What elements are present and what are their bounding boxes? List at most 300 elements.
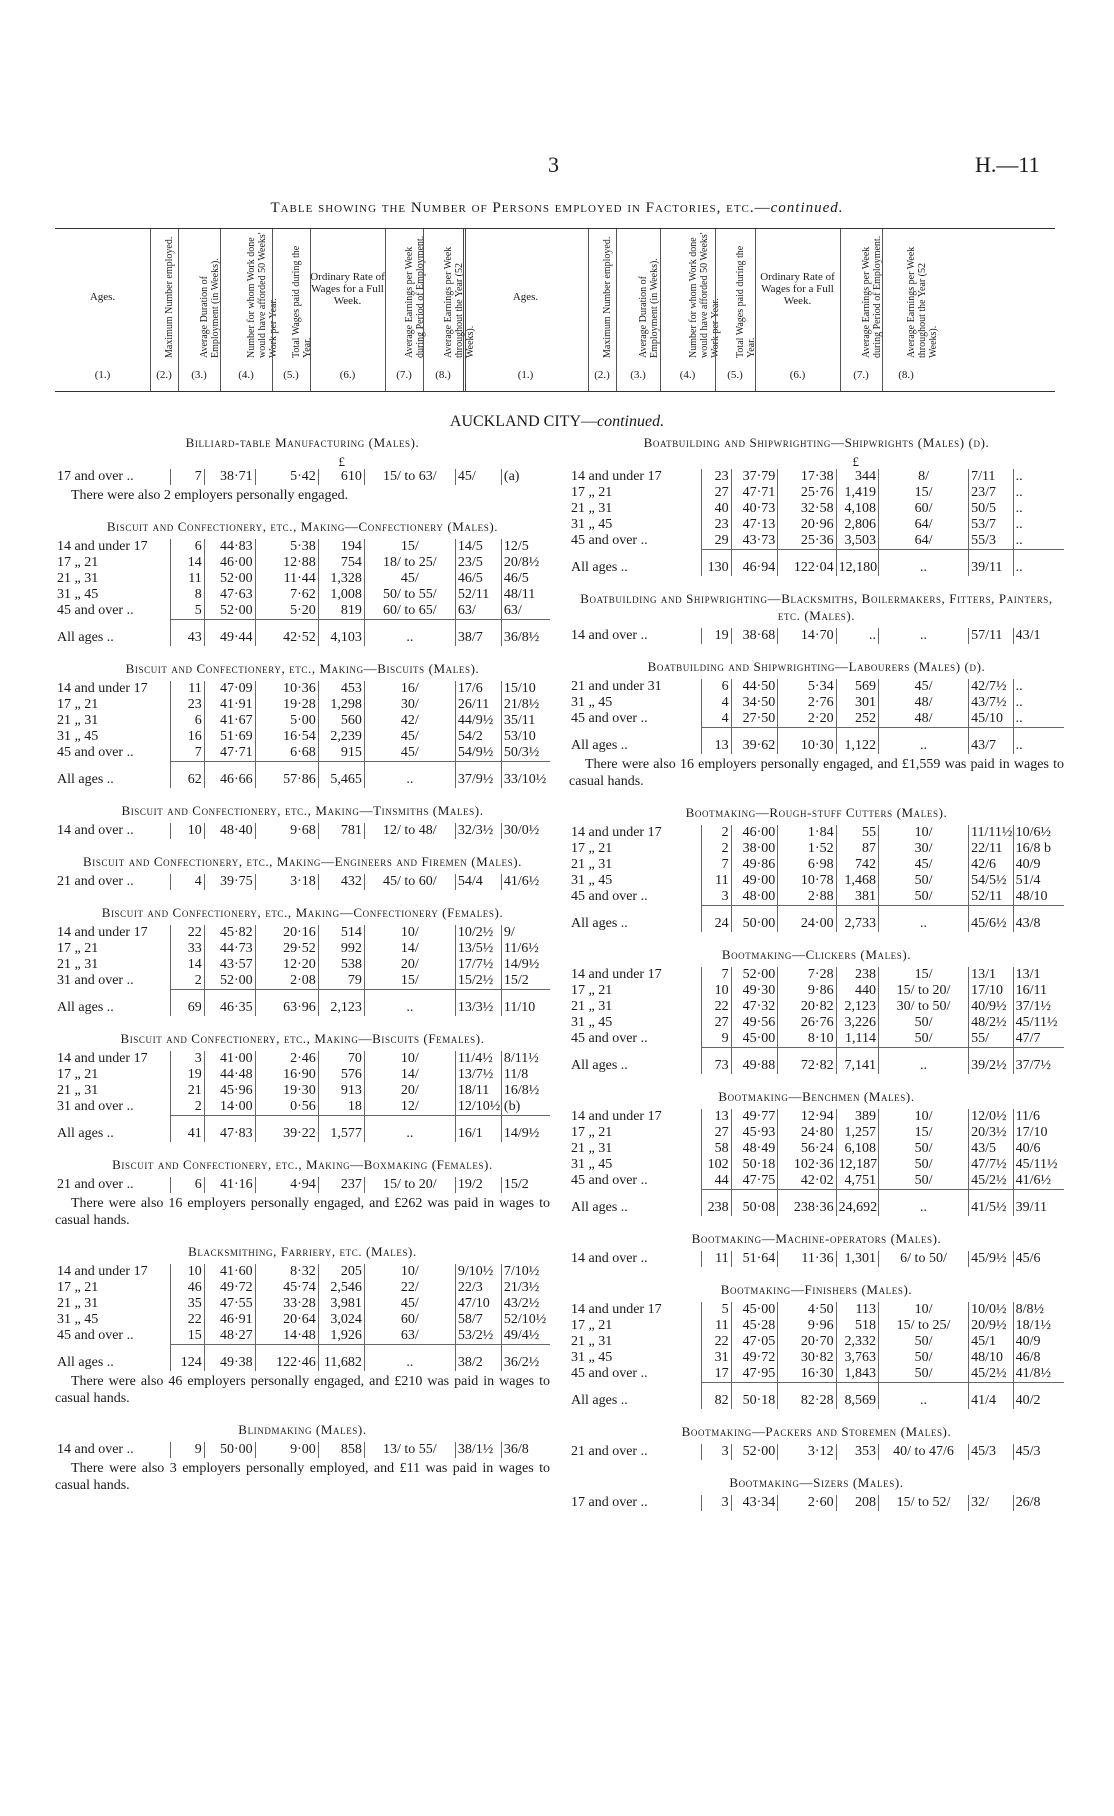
ordinary-rate-cell: 50/ [878,1015,968,1031]
ordinary-rate-cell: .. [878,1383,968,1410]
col-header-ages-right: Ages. [512,291,539,303]
ordinary-rate-cell: 50/ [878,1366,968,1383]
table-row [569,889,1064,906]
avg-duration-cell: 38·00 [731,841,778,857]
work-50-weeks-cell: 3·18 [255,874,318,890]
total-wages-cell: 194 [318,539,364,555]
section-note: There were also 16 employers personally engaged, and £1,559 was paid in wages to casual hands. [569,757,1064,789]
avg-earnings-year-cell: 43/8 [1013,906,1064,933]
ages-cell: 21 and over .. [57,874,134,889]
avg-duration-cell: 47·83 [204,1116,255,1143]
table-row [569,1141,1064,1157]
col-number-2-left: (2.) [156,369,172,381]
avg-earnings-period-cell: 13/7½ [455,1067,501,1083]
max-number-cell: 22 [701,1334,731,1350]
work-50-weeks-cell: 11·44 [255,571,318,587]
ordinary-rate-cell: .. [878,550,968,577]
work-50-weeks-cell: 56·24 [778,1141,836,1157]
max-number-cell: 62 [170,762,204,789]
work-50-weeks-cell: 9·96 [778,1318,836,1334]
table-row [569,533,1064,550]
work-50-weeks-cell: 42·52 [255,620,318,647]
avg-earnings-period-cell: 54/5½ [969,873,1014,889]
table-row [569,1125,1064,1141]
avg-earnings-year-cell: .. [1013,679,1064,695]
avg-earnings-period-cell: 13/3½ [455,990,501,1017]
max-number-cell: 24 [701,906,731,933]
avg-duration-cell: 27·50 [731,711,778,728]
ages-cell: 17 „ 21 [571,983,613,998]
city-heading-main: AUCKLAND CITY— [449,413,597,430]
ordinary-rate-cell: 6/ to 50/ [878,1251,968,1267]
work-50-weeks-cell: 4·94 [255,1177,318,1193]
total-wages-cell: .. [836,628,878,644]
ordinary-rate-cell: 20/ [364,1083,455,1099]
avg-earnings-period-cell: 12/0½ [969,1109,1014,1125]
max-number-cell: 130 [701,550,731,577]
ages-cell: 21 „ 31 [57,957,99,972]
total-wages-cell: 754 [318,555,364,571]
ages-cell: 14 and over .. [57,1442,134,1457]
max-number-cell: 69 [170,990,204,1017]
ordinary-rate-cell: .. [364,762,455,789]
total-wages-cell: 4,103 [318,620,364,647]
max-number-cell: 7 [701,857,731,873]
avg-earnings-year-cell: .. [1013,711,1064,728]
avg-earnings-period-cell: 54/4 [455,874,501,890]
ordinary-rate-cell: 15/ to 25/ [878,1318,968,1334]
avg-earnings-year-cell: 37/1½ [1013,999,1064,1015]
total-wages-cell: 1,298 [318,697,364,713]
total-wages-cell: 1,843 [836,1366,878,1383]
ordinary-rate-cell: 8/ [878,469,968,485]
max-number-cell: 11 [701,873,731,889]
avg-earnings-year-cell: 46/8 [1013,1350,1064,1366]
total-wages-cell: 560 [318,713,364,729]
col-number-6-left: (6.) [339,369,356,381]
work-50-weeks-cell: 11·36 [778,1251,836,1267]
avg-earnings-year-cell: .. [1013,550,1064,577]
max-number-cell: 9 [170,1442,204,1458]
avg-earnings-year-cell: .. [1013,695,1064,711]
total-wages-cell: 3,763 [836,1350,878,1366]
table-row [55,1296,550,1312]
max-number-cell: 2 [170,973,204,990]
avg-duration-cell: 41·60 [204,1264,255,1280]
work-50-weeks-cell: 0·56 [255,1099,318,1116]
work-50-weeks-cell: 9·86 [778,983,836,999]
max-number-cell: 7 [170,469,204,485]
work-50-weeks-cell: 33·28 [255,1296,318,1312]
avg-earnings-year-cell: 35/11 [501,713,550,729]
table-row [569,1366,1064,1383]
avg-earnings-period-cell: 39/11 [969,550,1014,577]
avg-earnings-period-cell: 22/3 [455,1280,501,1296]
work-50-weeks-cell: 122·04 [778,550,836,577]
work-50-weeks-cell: 5·38 [255,539,318,555]
ages-cell: 31 „ 45 [571,1350,613,1365]
total-wages-cell: 1,301 [836,1251,878,1267]
total-wages-cell: 569 [836,679,878,695]
ordinary-rate-cell: 15/ [878,1125,968,1141]
max-number-cell: 2 [170,1099,204,1116]
avg-earnings-period-cell: 20/3½ [969,1125,1014,1141]
total-wages-cell: 70 [318,1051,364,1067]
total-wages-cell: 1,114 [836,1031,878,1048]
avg-duration-cell: 38·68 [731,628,778,644]
avg-earnings-period-cell: 50/5 [969,501,1014,517]
ages-cell: 14 and under 17 [571,825,662,840]
ages-cell: 14 and over .. [57,823,134,838]
avg-earnings-year-cell: 36/8 [501,1442,550,1458]
col-header-ages-left: Ages. [89,291,116,303]
section-title: Billiard-table Manufacturing (Males). [185,435,420,450]
max-number-cell: 3 [701,1444,731,1460]
avg-earnings-period-cell: 48/2½ [969,1015,1014,1031]
avg-duration-cell: 40·73 [731,501,778,517]
col-header-ordinary-rate-right: Ordinary Rate of Wages for a Full Week. [760,271,835,307]
total-wages-cell: 12,180 [836,550,878,577]
max-number-cell: 14 [170,957,204,973]
ages-cell: 14 and under 17 [57,1264,148,1279]
table-row [55,1083,550,1099]
section-title: Bootmaking—Clickers (Males). [721,947,912,962]
section-title: Biscuit and Confectionery, etc., Making—Biscuits (Females). [120,1031,485,1046]
col-header-avg-duration-right: Average Duration of Employment (in Weeks). [638,258,660,358]
ordinary-rate-cell: 40/ to 47/6 [878,1444,968,1460]
avg-earnings-year-cell: 30/0½ [501,823,550,839]
ordinary-rate-cell: 16/ [364,681,455,697]
table-row [569,1334,1064,1350]
avg-earnings-period-cell: 32/3½ [455,823,501,839]
ordinary-rate-cell: 15/ [878,967,968,983]
ordinary-rate-cell: 12/ to 48/ [364,823,455,839]
table-row [569,1444,1064,1460]
avg-earnings-period-cell: 53/2½ [455,1328,501,1345]
max-number-cell: 19 [170,1067,204,1083]
avg-duration-cell: 44·83 [204,539,255,555]
avg-earnings-year-cell: 53/10 [501,729,550,745]
avg-earnings-period-cell: 17/10 [969,983,1014,999]
table-row [55,1312,550,1328]
work-50-weeks-cell: 6·98 [778,857,836,873]
avg-duration-cell: 47·09 [204,681,255,697]
avg-earnings-period-cell: 13/1 [969,967,1014,983]
pound-sign: £ [338,454,345,469]
work-50-weeks-cell: 14·70 [778,628,836,644]
avg-duration-cell: 52·00 [731,1444,778,1460]
avg-earnings-period-cell: 52/11 [455,587,501,603]
max-number-cell: 35 [170,1296,204,1312]
ages-cell: 21 „ 31 [571,501,613,516]
avg-earnings-period-cell: 16/1 [455,1116,501,1143]
avg-earnings-period-cell: 45/10 [969,711,1014,728]
max-number-cell: 23 [170,697,204,713]
work-50-weeks-cell: 12·20 [255,957,318,973]
avg-earnings-period-cell: 57/11 [969,628,1014,644]
section-table [569,1444,1064,1460]
total-wages-cell: 238 [836,967,878,983]
ages-cell: 31 „ 45 [571,695,613,710]
ordinary-rate-cell: 50/ [878,873,968,889]
max-number-cell: 31 [701,1350,731,1366]
table-row [55,823,550,839]
col-header-ordinary-rate-left: Ordinary Rate of Wages for a Full Week. [310,271,385,307]
total-wages-cell: 913 [318,1083,364,1099]
ordinary-rate-cell: 15/ to 52/ [878,1495,968,1511]
total-wages-cell: 432 [318,874,364,890]
avg-earnings-year-cell: 40/2 [1013,1383,1064,1410]
work-50-weeks-cell: 39·22 [255,1116,318,1143]
total-wages-cell: 4,751 [836,1173,878,1190]
ages-cell: All ages .. [571,1392,628,1408]
avg-earnings-year-cell: 11/6 [1013,1109,1064,1125]
ages-cell: 45 and over .. [571,1366,648,1382]
avg-duration-cell: 41·16 [204,1177,255,1193]
ordinary-rate-cell: 10/ [878,1109,968,1125]
avg-earnings-period-cell: 45/3 [969,1444,1014,1460]
avg-earnings-year-cell: 45/11½ [1013,1157,1064,1173]
ordinary-rate-cell: .. [878,906,968,933]
table-title [0,200,1114,217]
avg-earnings-year-cell: 14/9½ [501,957,550,973]
max-number-cell: 40 [701,501,731,517]
avg-earnings-year-cell: 51/4 [1013,873,1064,889]
avg-earnings-period-cell: 7/11 [969,469,1014,485]
max-number-cell: 11 [701,1251,731,1267]
section-title: Biscuit and Confectionery, etc., Making—Confectionery (Females). [101,905,504,920]
avg-earnings-year-cell: 8/11½ [501,1051,550,1067]
work-50-weeks-cell: 1·84 [778,825,836,841]
avg-earnings-period-cell: 52/11 [969,889,1014,906]
table-row [569,873,1064,889]
avg-duration-cell: 34·50 [731,695,778,711]
total-wages-cell: 24,692 [836,1190,878,1217]
max-number-cell: 13 [701,1109,731,1125]
max-number-cell: 17 [701,1366,731,1383]
table-row [55,745,550,762]
ordinary-rate-cell: 45/ [364,1296,455,1312]
table-row [55,1067,550,1083]
ages-cell: 31 „ 45 [57,1312,99,1327]
max-number-cell: 2 [701,825,731,841]
ages-cell: 14 and under 17 [571,967,662,982]
ordinary-rate-cell: 22/ [364,1280,455,1296]
avg-earnings-year-cell: 45/3 [1013,1444,1064,1460]
work-50-weeks-cell: 12·88 [255,555,318,571]
section-title: Bootmaking—Benchmen (Males). [718,1089,915,1104]
col-number-5-right: (5.) [727,369,743,381]
section-table [569,1302,1064,1409]
ages-cell: 17 „ 21 [57,1067,99,1082]
ages-cell: All ages .. [571,915,628,931]
avg-earnings-year-cell: 15/2 [501,1177,550,1193]
avg-earnings-year-cell: 40/6 [1013,1141,1064,1157]
work-50-weeks-cell: 45·74 [255,1280,318,1296]
table-row [55,1264,550,1280]
avg-duration-cell: 47·71 [204,745,255,762]
avg-earnings-year-cell: 7/10½ [501,1264,550,1280]
section-title: Blacksmithing, Farriery, etc. (Males). [188,1244,417,1259]
avg-earnings-year-cell: 49/4½ [501,1328,550,1345]
total-wages-cell: 576 [318,1067,364,1083]
avg-earnings-year-cell: .. [1013,469,1064,485]
avg-duration-cell: 38·71 [204,469,255,485]
col-header-avg-earnings-period-right: Average Earnings per Week during Period of Employment. [861,235,883,358]
avg-earnings-year-cell: 41/6½ [1013,1173,1064,1190]
total-wages-cell: 389 [836,1109,878,1125]
section-title: Biscuit and Confectionery, etc., Making—Biscuits (Males). [125,661,480,676]
ordinary-rate-cell: 50/ to 55/ [364,587,455,603]
table-row [569,1173,1064,1190]
avg-earnings-year-cell: 45/11½ [1013,1015,1064,1031]
table-row [55,1051,550,1067]
work-50-weeks-cell: 1·52 [778,841,836,857]
section-table [55,1051,550,1142]
avg-earnings-period-cell: 18/11 [455,1083,501,1099]
max-number-cell: 19 [701,628,731,644]
total-wages-cell: 2,546 [318,1280,364,1296]
avg-earnings-period-cell: 14/5 [455,539,501,555]
col-header-max-number-right: Maximum Number employed. [602,236,613,358]
work-50-weeks-cell: 7·62 [255,587,318,603]
avg-duration-cell: 45·00 [731,1031,778,1048]
avg-duration-cell: 51·64 [731,1251,778,1267]
total-wages-cell: 113 [836,1302,878,1318]
table-row [55,469,550,485]
ages-cell: 21 „ 31 [571,1141,613,1156]
work-50-weeks-cell: 5·00 [255,713,318,729]
page-reference: H.—11 [975,152,1040,177]
col-number-7-left: (7.) [396,369,412,381]
work-50-weeks-cell: 20·82 [778,999,836,1015]
avg-duration-cell: 44·50 [731,679,778,695]
total-wages-cell: 538 [318,957,364,973]
avg-duration-cell: 45·82 [204,925,255,941]
max-number-cell: 10 [170,823,204,839]
work-50-weeks-cell: 82·28 [778,1383,836,1410]
max-number-cell: 4 [701,711,731,728]
avg-duration-cell: 48·27 [204,1328,255,1345]
ages-cell: 31 and over .. [57,973,134,989]
avg-duration-cell: 41·91 [204,697,255,713]
section-table [55,1264,550,1371]
avg-duration-cell: 50·18 [731,1383,778,1410]
max-number-cell: 58 [701,1141,731,1157]
avg-duration-cell: 48·40 [204,823,255,839]
avg-duration-cell: 52·00 [204,603,255,620]
avg-earnings-year-cell: 16/8½ [501,1083,550,1099]
work-50-weeks-cell: 238·36 [778,1190,836,1217]
table-row [55,1442,550,1458]
table-row [569,485,1064,501]
max-number-cell: 44 [701,1173,731,1190]
max-number-cell: 6 [170,713,204,729]
total-wages-cell: 2,332 [836,1334,878,1350]
work-50-weeks-cell: 102·36 [778,1157,836,1173]
avg-earnings-period-cell: 39/2½ [969,1048,1014,1075]
avg-duration-cell: 47·32 [731,999,778,1015]
ages-cell: 21 and over .. [57,1177,134,1192]
avg-earnings-year-cell: 48/10 [1013,889,1064,906]
ordinary-rate-cell: 60/ to 65/ [364,603,455,620]
avg-earnings-year-cell: 17/10 [1013,1125,1064,1141]
ordinary-rate-cell: 50/ [878,889,968,906]
work-50-weeks-cell: 4·50 [778,1302,836,1318]
avg-earnings-year-cell: 16/8 b [1013,841,1064,857]
col-number-1-right: (1.) [517,369,534,381]
table-row [55,681,550,697]
ordinary-rate-cell: 15/ [364,539,455,555]
avg-duration-cell: 51·69 [204,729,255,745]
ordinary-rate-cell: 15/ [364,973,455,990]
avg-duration-cell: 49·00 [731,873,778,889]
ordinary-rate-cell: 45/ [878,857,968,873]
ages-cell: 21 „ 31 [57,1083,99,1098]
table-row [55,941,550,957]
avg-earnings-year-cell: 21/8½ [501,697,550,713]
total-wages-cell: 2,733 [836,906,878,933]
ordinary-rate-cell: 15/ to 63/ [364,469,455,485]
avg-earnings-year-cell: 40/9 [1013,1334,1064,1350]
table-row [569,857,1064,873]
total-wages-cell: 453 [318,681,364,697]
max-number-cell: 10 [170,1264,204,1280]
max-number-cell: 73 [701,1048,731,1075]
max-number-cell: 22 [701,999,731,1015]
avg-duration-cell: 49·77 [731,1109,778,1125]
total-wages-cell: 3,503 [836,533,878,550]
avg-earnings-period-cell: 44/9½ [455,713,501,729]
table-row [569,825,1064,841]
section-note: There were also 16 employers personally engaged, and £262 was paid in wages to casual hands. [55,1196,550,1228]
avg-duration-cell: 45·00 [731,1302,778,1318]
avg-earnings-year-cell: 10/6½ [1013,825,1064,841]
avg-earnings-year-cell: 52/10½ [501,1312,550,1328]
avg-earnings-year-cell: 43/1 [1013,628,1064,644]
avg-earnings-period-cell: 48/10 [969,1350,1014,1366]
avg-duration-cell: 41·00 [204,1051,255,1067]
avg-earnings-period-cell: 58/7 [455,1312,501,1328]
section-title: Boatbuilding and Shipwrighting—Blacksmiths, Boilermakers, Fitters, Painters, etc. (Males). [580,591,1053,623]
work-50-weeks-cell: 2·60 [778,1495,836,1511]
total-wages-cell: 1,008 [318,587,364,603]
avg-earnings-year-cell: 15/2 [501,973,550,990]
avg-earnings-year-cell: 48/11 [501,587,550,603]
ages-cell: 17 „ 21 [571,1125,613,1140]
ages-cell: 21 „ 31 [57,1296,99,1311]
avg-earnings-period-cell: 13/5½ [455,941,501,957]
avg-earnings-period-cell: 43/7½ [969,695,1014,711]
ordinary-rate-cell: 45/ to 60/ [364,874,455,890]
ages-cell: 17 „ 21 [57,941,99,956]
section-table [569,825,1064,932]
avg-earnings-year-cell: 14/9½ [501,1116,550,1143]
avg-earnings-year-cell: (b) [501,1099,550,1116]
ordinary-rate-cell: 63/ [364,1328,455,1345]
ordinary-rate-cell: .. [364,1116,455,1143]
total-wages-cell: 208 [836,1495,878,1511]
ordinary-rate-cell: 15/ to 20/ [364,1177,455,1193]
table-row [569,501,1064,517]
total-row [55,1345,550,1372]
max-number-cell: 6 [701,679,731,695]
city-heading [0,413,1114,431]
total-wages-cell: 1,257 [836,1125,878,1141]
ages-cell: 14 and under 17 [571,469,662,484]
avg-duration-cell: 41·67 [204,713,255,729]
avg-earnings-year-cell: 37/7½ [1013,1048,1064,1075]
